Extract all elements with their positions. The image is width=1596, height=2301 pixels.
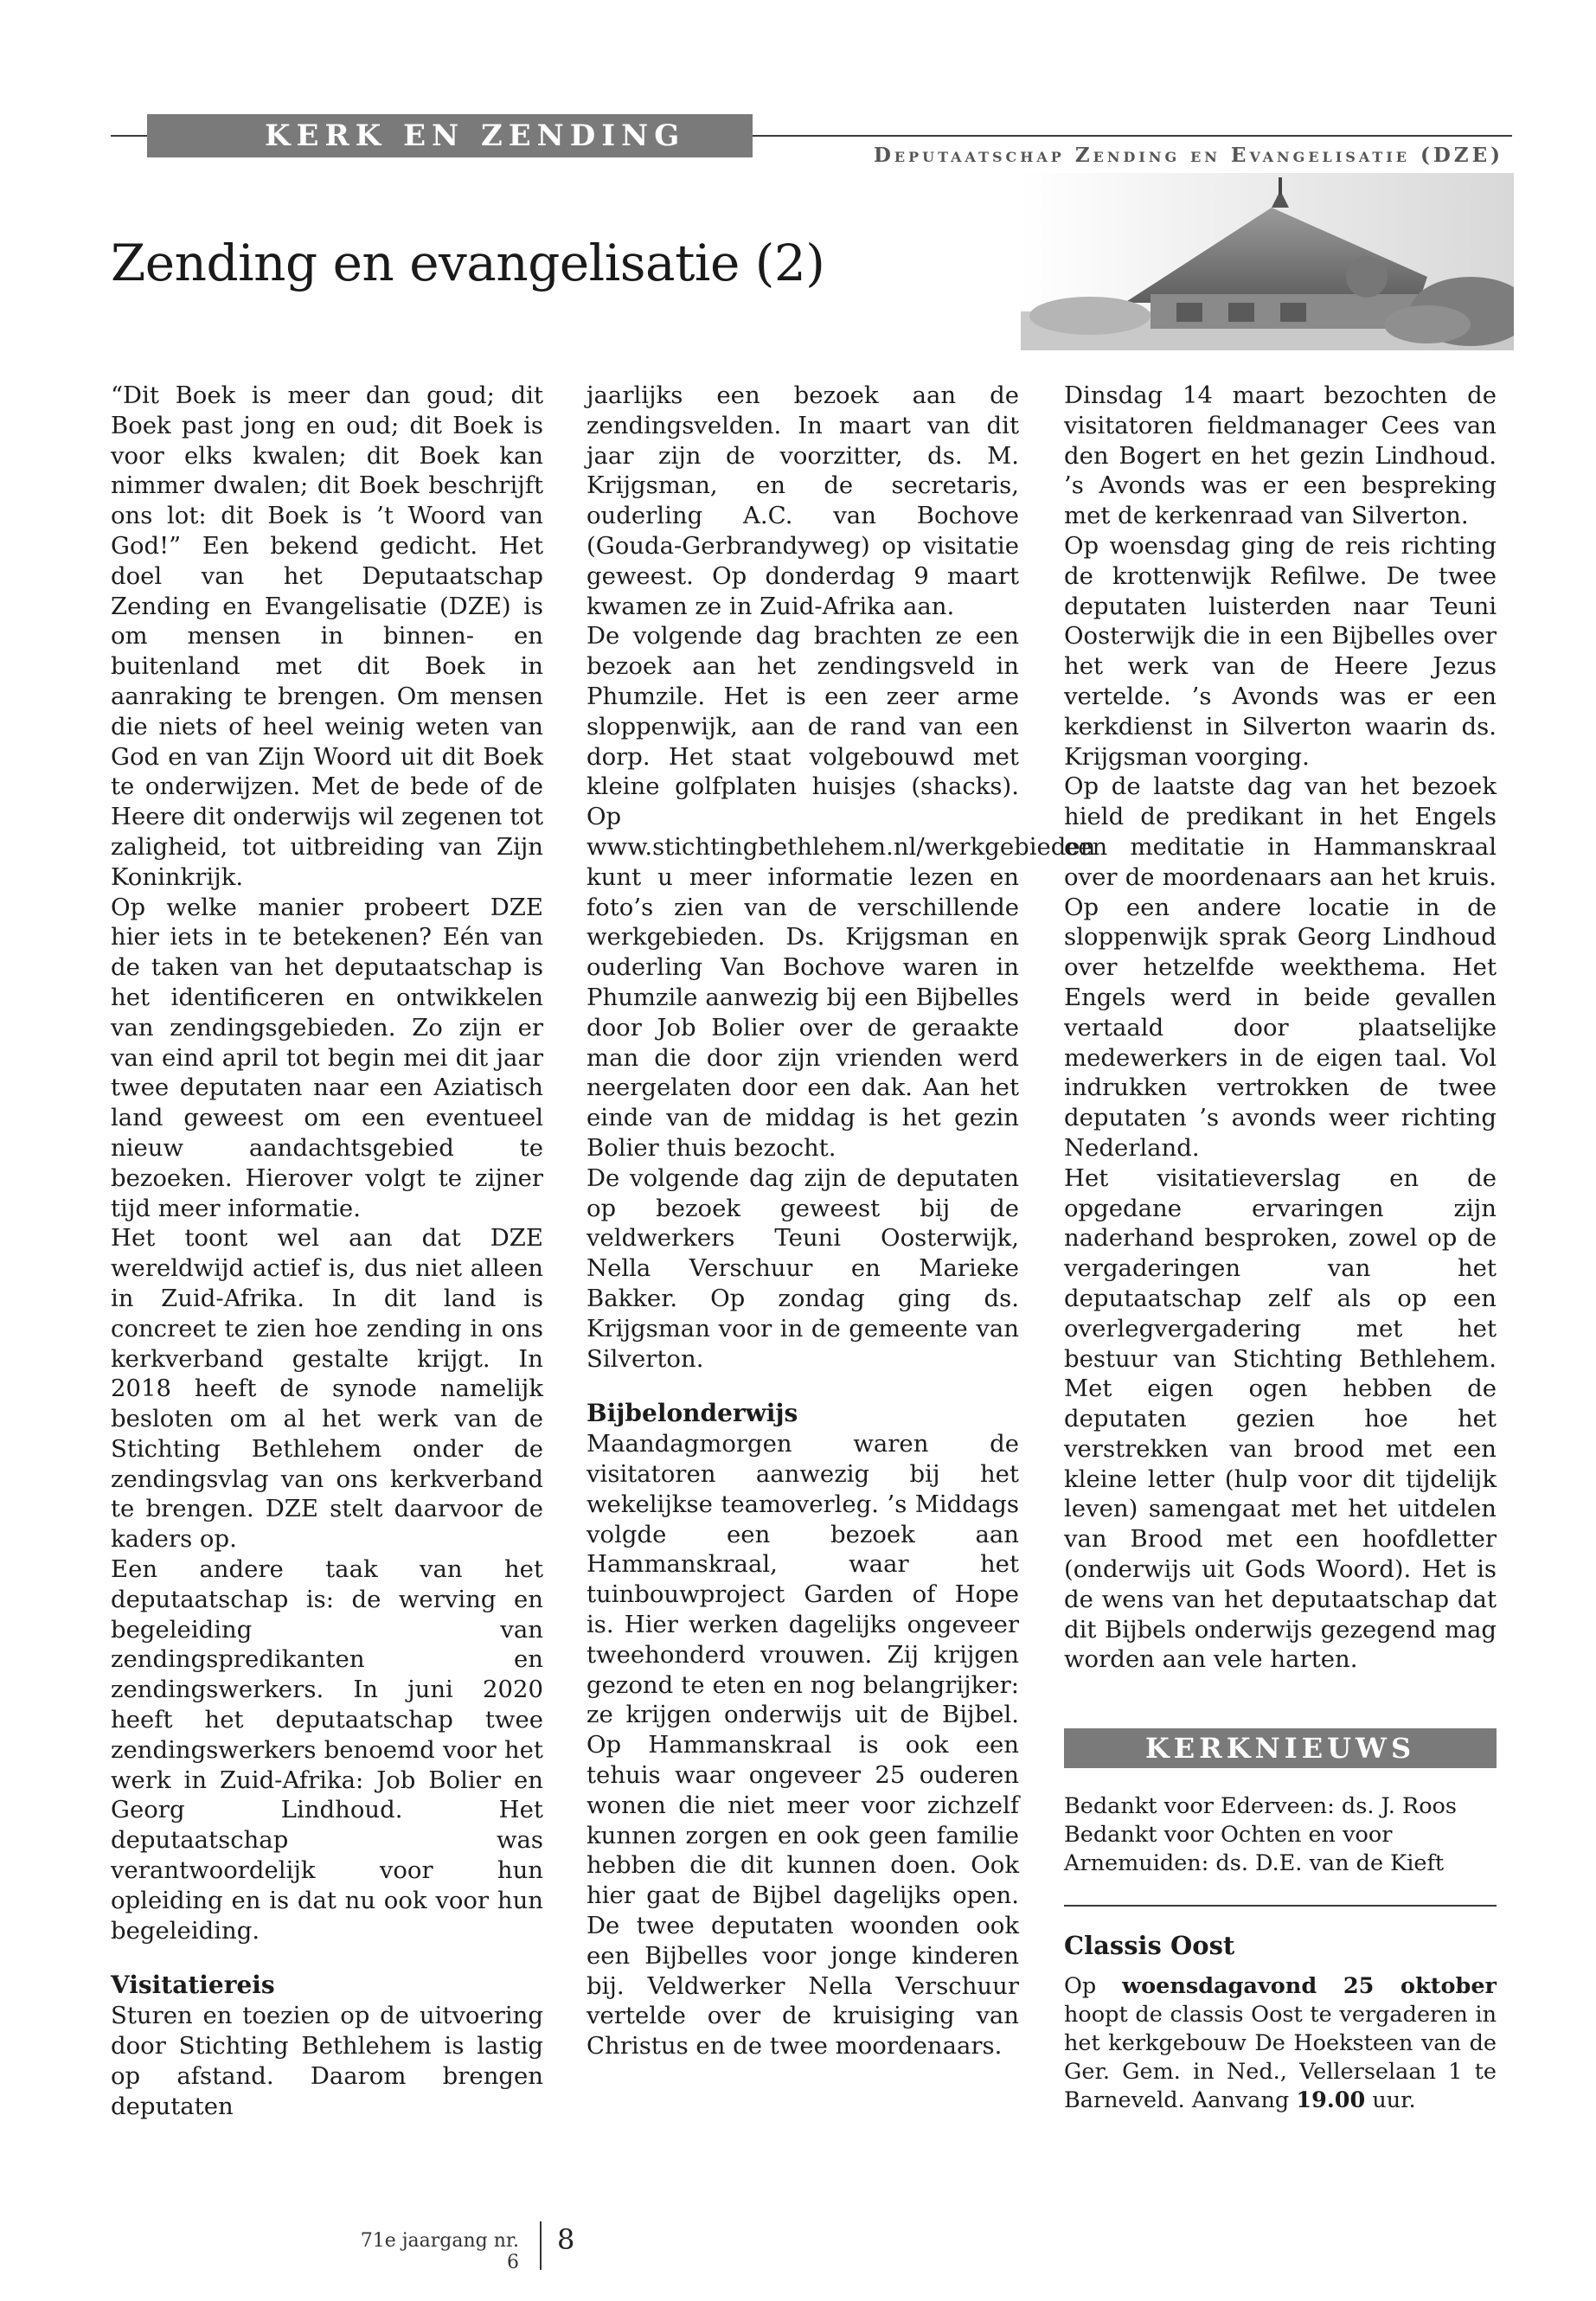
footer-volume: 71e jaargang nr. 6 <box>360 2230 519 2273</box>
subheading-visitatiereis: Visitatiereis <box>111 1971 275 2000</box>
news-item: Bedankt voor Ochten en voor Arnemuiden: ds. D.E. van de Kieft <box>1064 1822 1445 1876</box>
paragraph: Het toont wel aan dat DZE wereldwijd actief is, dus niet alleen in Zuid-Afrika. In dit land is concreet te zien hoe zending in ons kerkverband gestalte krijgt. In 2018 heeft de synode namelijk besloten om al het werk van de Stichting Bethlehem onder de zendingsvlag van ons kerkverband te brengen. DZE stelt daarvoor de kaders op. <box>111 1224 543 1554</box>
paragraph: “Dit Boek is meer dan goud; dit Boek past jong en oud; dit Boek is voor elks kwalen; dit Boek kan nimmer dwalen; dit Boek beschrijft ons lot: dit Boek is ’t Woord van God!” Een bekend gedicht. Het doel van het Deputaatschap Zending en Evangelisatie (DZE) is om mensen in binnen- en buitenland met dit Boek in aanraking te brengen. Om mensen die niets of heel weinig weten van God en van Zijn Woord uit dit Boek te onderwijzen. Met de bede of de Heere dit onderwijs wil zegenen tot zaligheid, tot uitbreiding van Zijn Koninkrijk. <box>111 381 543 891</box>
classis-heading: Classis Oost <box>1064 1931 1235 1960</box>
news-item: Bedankt voor Ederveen: ds. J. Roos <box>1064 1793 1457 1819</box>
column-3 <box>1064 381 1497 1675</box>
paragraph: jaarlijks een bezoek aan de zendingsvelden. In maart van dit jaar zijn de voorzitter, ds. M. Krijgsman, en de secretaris, ouderling A.C. van Bochove (Gouda-Gerbrandyweg) op visitatie geweest. Op donderdag 9 maart kwamen ze in Zuid-Afrika aan. <box>586 381 1019 620</box>
footer-divider <box>540 2221 542 2270</box>
section-label: KERK EN ZENDING <box>147 114 753 157</box>
page-number: 8 <box>557 2223 575 2256</box>
paragraph: De volgende dag zijn de deputaten op bezoek geweest bij de veldwerkers Teuni Oosterwijk, Nella Verschuur en Marieke Bakker. Op zondag ging ds. Krijgsman voor in de gemeente van Silverton. <box>586 1163 1019 1373</box>
paragraph: Op welke manier probeert DZE hier iets in te betekenen? Eén van de taken van het deputaatschap is het identificeren en ontwikkelen van zendingsgebieden. Zo zijn er van eind april tot begin mei dit jaar twee deputaten naar een Aziatisch land geweest om een eventueel nieuw aandachtsgebied te bezoeken. Hierover volgt te zijner tijd meer informatie. <box>111 893 543 1222</box>
kerknieuws-list <box>1064 1792 1497 1878</box>
classis-text <box>1064 1972 1497 2115</box>
paragraph: Op de laatste dag van het bezoek hield de predikant in het Engels een meditatie in Hammanskraal over de moordenaars aan het kruis. Op een andere locatie in de sloppenwijk sprak Georg Lindhoud over hetzelfde weekthema. Het Engels werd in beide gevallen vertaald door plaatselijke medewerkers in de eigen taal. Vol indrukken vertrokken de twee deputaten ’s avonds weer richting Nederland. <box>1064 772 1497 1162</box>
church-illustration <box>1021 173 1514 350</box>
article-title: Zending en evangelisatie (2) <box>111 234 825 292</box>
classis-end: uur. <box>1372 2087 1416 2113</box>
classis-date: woensdagavond 25 oktober <box>1122 1973 1497 1999</box>
classis-pre: Op <box>1064 1973 1097 1999</box>
kerknieuws-heading: KERKNIEUWS <box>1064 1728 1497 1768</box>
department-label: Deputaatschap Zending en Evangelisatie (DZE) <box>873 144 1503 167</box>
paragraph: De volgende dag brachten ze een bezoek aan het zendingsveld in Phumzile. Het is een zeer arme sloppenwijk, aan de rand van een dorp. Het staat volgebouwd met kleine golfplaten huisjes (shacks). Op www.stichtingbethlehem.nl/werkgebieden kunt u meer informatie lezen en foto’s zien van de verschillende werkgebieden. Ds. Krijgsman en ouderling Van Bochove waren in Phumzile aanwezig bij een Bijbelles door Job Bolier over de geraakte man die door zijn vrienden werd neergelaten door een dak. Aan het einde van de middag is het gezin Bolier thuis bezocht. <box>586 622 1096 1162</box>
paragraph: Dinsdag 14 maart bezochten de visitatoren fieldmanager Cees van den Bogert en het gezin Lindhoud. ’s Avonds was er een bespreking met de kerkenraad van Silverton. <box>1064 381 1497 530</box>
classis-time: 19.00 <box>1296 2087 1366 2113</box>
paragraph: Maandagmorgen waren de visitatoren aanwezig bij het wekelijkse teamoverleg. ’s Middags volgde een bezoek aan Hammanskraal, waar het tuinbouwproject Garden of Hope is. Hier werken dagelijks ongeveer tweehonderd vrouwen. Zij krijgen gezond te eten en nog belangrijker: ze krijgen onderwijs uit de Bijbel. Op Hammanskraal is ook een tehuis waar ongeveer 25 ouderen wonen die niet meer voor zichzelf kunnen zorgen en ook geen familie hebben die dit kunnen doen. Ook hier gaat de Bijbel dagelijks open. De twee deputaten woonden ook een Bijbelles voor jonge kinderen bij. Veldwerker Nella Verschuur vertelde over de kruisiging van Christus en de twee moordenaars. <box>586 1430 1019 2061</box>
paragraph: Het visitatieverslag en de opgedane ervaringen zijn naderhand besproken, zowel op de vergaderingen van het deputaatschap zelf als op een overlegvergadering met het bestuur van Stichting Bethlehem. Met eigen ogen hebben de deputaten gezien hoe het verstrekken van brood met een kleine letter (hulp voor dit tijdelijk leven) samengaat met het uitdelen van Brood met een hoofdletter (onderwijs uit Gods Woord). Het is de wens van het deputaatschap dat dit Bijbels onderwijs gezegend mag worden aan vele harten. <box>1064 1163 1497 1674</box>
paragraph: Sturen en toezien op de uitvoering door Stichting Bethlehem is lastig op afstand. Daarom brengen deputaten <box>111 2002 543 2120</box>
classis-body: hoopt de classis Oost te vergaderen in het kerkgebouw De Hoeksteen van de Ger. Gem. in Ned., Vellerselaan 1 te Barneveld. Aanvang <box>1064 2002 1497 2113</box>
paragraph: Op woensdag ging de reis richting de krottenwijk Refilwe. De twee deputaten luisterden naar Teuni Oosterwijk die in een Bijbelles over het werk van de Heere Jezus vertelde. ’s Avonds was er een kerkdienst in Silverton waarin ds. Krijgsman voorging. <box>1064 531 1497 771</box>
divider <box>1064 1905 1497 1907</box>
column-2 <box>586 381 1096 2061</box>
column-1 <box>111 381 543 2122</box>
paragraph: Een andere taak van het deputaatschap is: de werving en begeleiding van zendingspredikanten en zendingswerkers. In juni 2020 heeft het deputaatschap twee zendingswerkers benoemd voor het werk in Zuid-Afrika: Job Bolier en Georg Lindhoud. Het deputaatschap was verantwoordelijk voor hun opleiding en is dat nu ook voor hun begeleiding. <box>111 1555 543 1945</box>
subheading-bijbelonderwijs: Bijbelonderwijs <box>586 1399 798 1428</box>
